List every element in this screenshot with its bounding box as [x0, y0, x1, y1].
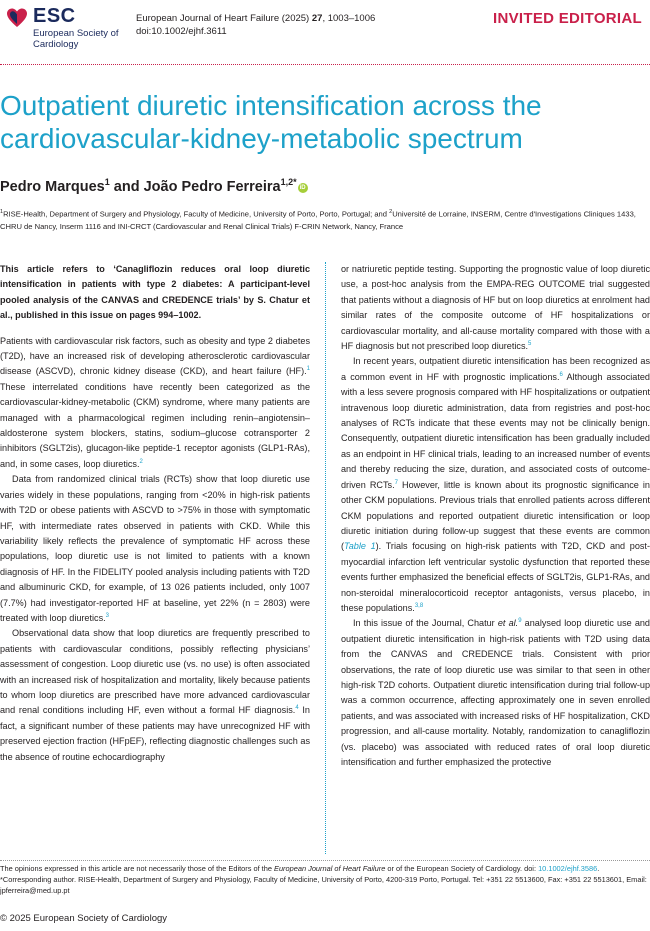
paragraph-text: analysed loop diuretic use and outpatient diuretic intensification in high-risk patients with T2D using data from the CANVAS and CREDENCE trials. Consistent with prior observations, the rate of loop diuretic use was similar to that seen in other high-risk T2D cohorts. Outpatient diuretic intensification during trial follow-up was a common occurrence, affecting approximately one in seven enrolled patients, and was associated with increased risks of HF hospitalization, CKD progression, and all-cause mortality. Notably, randomization to canagliflozin (vs. placebo) was associated with reduced rates of oral loop diuretic intensification and further emphasized the protective	[341, 618, 650, 767]
esc-heart-logo-icon	[6, 7, 28, 29]
citation-link[interactable]: 3,8	[414, 602, 424, 609]
corresponding-author-note: *Corresponding author. RISE-Health, Department of Surgery and Physiology, Faculty of Medicine, University of Porto, 4200-319 Porto, Portugal. Tel: +351 22 5513600, Fax: +351 22 5513601, Email: jpferreira@med.up.pt	[0, 875, 647, 895]
disclaimer-text: or of the European Society of Cardiology. doi:	[385, 864, 539, 873]
paragraph-text: In fact, a significant number of these patients may have unrecognized HF with preserved ejection fraction (HFpEF), reflecting diagnostic challenges such as the absence of routine echocardiography	[0, 705, 310, 762]
journal-citation	[136, 12, 375, 38]
body-paragraph	[341, 262, 650, 354]
journal-name: European Journal of Heart Failure	[274, 864, 386, 873]
disclaimer-text: The opinions expressed in this article are not necessarily those of the Editors of the	[0, 864, 275, 873]
page-header	[0, 0, 650, 60]
journal-volume: 27	[311, 13, 323, 24]
table-link[interactable]: Table 1	[344, 541, 376, 552]
logo-text: ESC	[33, 5, 76, 27]
related-article-note[interactable]: This article refers to ‘Canagliflozin reduces oral loop diuretic intensification in patients with type 2 diabetes: A participant-level pooled analysis of the CANVAS and CREDENCE trials’ by S. Chatur et al., published in this issue on pages 994–1002.	[0, 264, 310, 321]
doi-link[interactable]: 10.1002/ejhf.3586	[538, 864, 598, 873]
citation-link[interactable]: 9	[518, 618, 522, 625]
journal-name: European Journal of Heart Failure (2025)	[136, 13, 312, 24]
footer-divider	[0, 860, 650, 861]
paragraph-text: Data from randomized clinical trials (RCTs) show that loop diuretic use varies widely in these populations, ranging from <20% in high-risk patients with T2D or obese patients with ASCVD to >75% in those with symptomatic HF, with intermediate rates observed in patients with CKD. While this variability likely reflects the prevalence of symptomatic HF across these populations, loop diuretic use is not limited to patients with a known diagnosis of HF. In the FIDELITY pooled analysis including patients with T2D and albuminuric CKD, for example, of 13 026 patients included, only 1007 (7.7%) had investigator-reported HF at baseline, yet 22% (n = 2803) were treated with loop diuretics.	[0, 474, 310, 623]
disclaimer-text: .	[597, 864, 600, 873]
body-column-right	[341, 262, 650, 770]
body-column-left	[0, 262, 310, 765]
author-name[interactable]: Pedro Marques	[0, 178, 105, 195]
paragraph-text: Observational data show that loop diuretics are frequently prescribed to patients with cardiovascular conditions, possibly reflecting physicians’ assessment of congestion. Loop diuretic use (vs. no use) is often associated with an increased risk of hospitalization and mortality, likely because patients to whom loop diuretics are prescribed have more advanced cardiovascular and renal conditions including HF, even without a formal HF diagnosis.	[0, 628, 310, 716]
header-divider	[0, 64, 650, 65]
citation-link[interactable]: 3	[105, 612, 109, 619]
body-paragraph	[341, 354, 650, 616]
affiliation-text: Université de Lorraine, INSERM, Centre d'Investigations Cliniques 1433, CHRU de Nancy, Inserm 1116 and INI-CRCT (Cardiovascular and Renal Clinical Trials) F-CRIN Network, Nancy, France	[0, 209, 636, 232]
author-name[interactable]: João Pedro Ferreira	[143, 178, 281, 195]
paragraph-text: These interrelated conditions have recently been categorized as the cardiovascular-kidney-metabolic (CKM) syndrome, where many patients are managed with a pharmacological regimen including renin–angiotensin–aldosterone system blockers, statins, sodium–glucose cotransporter 2 inhibitors (SGLT2is), glucagon-like peptide-1 receptor agonists (GLP1-RAs), and, in some cases, loop diuretics.	[0, 381, 310, 469]
citation-link[interactable]: 6	[559, 371, 563, 378]
paragraph-text: ). Trials focusing on high-risk patients with T2D, CKD and post-myocardial infarction left ventricular systolic dysfunction that reported these events further emphasized the beneficial effects of SGLT2is, GLP1-RAs, and non-steroidal mineralocorticoid receptor antagonists, versus placebo, in these populations.	[341, 541, 650, 613]
article-type-label: INVITED EDITORIAL	[493, 10, 642, 27]
copyright: © 2025 European Society of Cardiology	[0, 913, 168, 924]
citation-link[interactable]: 7	[394, 479, 398, 486]
et-al: et al.	[497, 618, 519, 629]
author-affiliation-ref: 1	[104, 177, 110, 187]
column-divider	[325, 262, 326, 854]
citation-link[interactable]: 5	[528, 341, 532, 347]
body-paragraph	[0, 472, 310, 626]
affiliation-number: 2	[389, 209, 393, 215]
paragraph-text: In recent years, outpatient diuretic intensification has been recognized as a common event in HF with prognostic implications.	[341, 356, 650, 382]
esc-logo[interactable]	[6, 5, 126, 57]
orcid-icon[interactable]: iD	[299, 184, 306, 191]
paragraph-text: However, little is known about its prognostic significance in other CKM populations. Previous trials that enrolled patients across different CKM populations and reported outpatient diuretic intensification or loop diuretic initiation during follow-up suggest that these events are common (	[341, 479, 650, 552]
body-paragraph	[0, 334, 310, 473]
journal-doi[interactable]: doi:10.1002/ejhf.3611	[136, 26, 227, 37]
body-paragraph	[0, 626, 310, 765]
article-title: Outpatient diuretic intensification across the cardiovascular-kidney-metabolic spectrum	[0, 90, 542, 154]
body-paragraph	[341, 616, 650, 770]
disclaimer-note	[0, 863, 650, 874]
paragraph-text: In this issue of the Journal, Chatur	[353, 618, 498, 629]
affiliation-text: RISE-Health, Department of Surgery and Physiology, Faculty of Medicine, University of Porto, Porto, Portugal; and	[3, 209, 390, 219]
author-affiliation-ref: 1,2*	[280, 177, 297, 187]
paragraph-text: Patients with cardiovascular risk factors, such as obesity and type 2 diabetes (T2D), have an increased risk of developing atherosclerotic cardiovascular disease (ASCVD), chronic kidney disease (CKD), and heart failure (HF).	[0, 335, 310, 377]
citation-link[interactable]: 4	[295, 705, 299, 712]
logo-subtitle: European Society of Cardiology	[33, 28, 119, 50]
affiliations	[0, 206, 640, 234]
paragraph-text: or natriuretic peptide testing. Supporting the prognostic value of loop diuretic use, a post-hoc analysis from the EMPA-REG OUTCOME trial suggested that patients without a diagnosis of HF but on loop diuretics at enrolment had similar rates of the composite outcome of HF hospitalizations or cardiovascular mortality, and all-cause mortality compared with those with a HF diagnosis but not prescribed loop diuretics.	[341, 264, 650, 352]
footnotes	[0, 863, 650, 896]
author-list	[0, 177, 308, 195]
citation-link[interactable]: 1	[306, 366, 310, 373]
citation-link[interactable]: 2	[139, 458, 143, 465]
journal-pages: , 1003–1006	[322, 13, 376, 24]
author-separator: and	[109, 178, 144, 195]
paragraph-text: Although associated with a less severe prognosis compared with HF hospitalizations or outpatient intravenous loop diuretic administration, data from registries and post-hoc analyses of RCTs indicate that these events may not be clinically benign. Consequently, outpatient diuretic intensification has been gradually included as an endpoint in HF clinical trials, leading to an increased number of events and thereby reducing the size, duration, and associated costs of outcome-driven RCTs.	[341, 371, 650, 490]
affiliation-number: 1	[0, 209, 4, 215]
